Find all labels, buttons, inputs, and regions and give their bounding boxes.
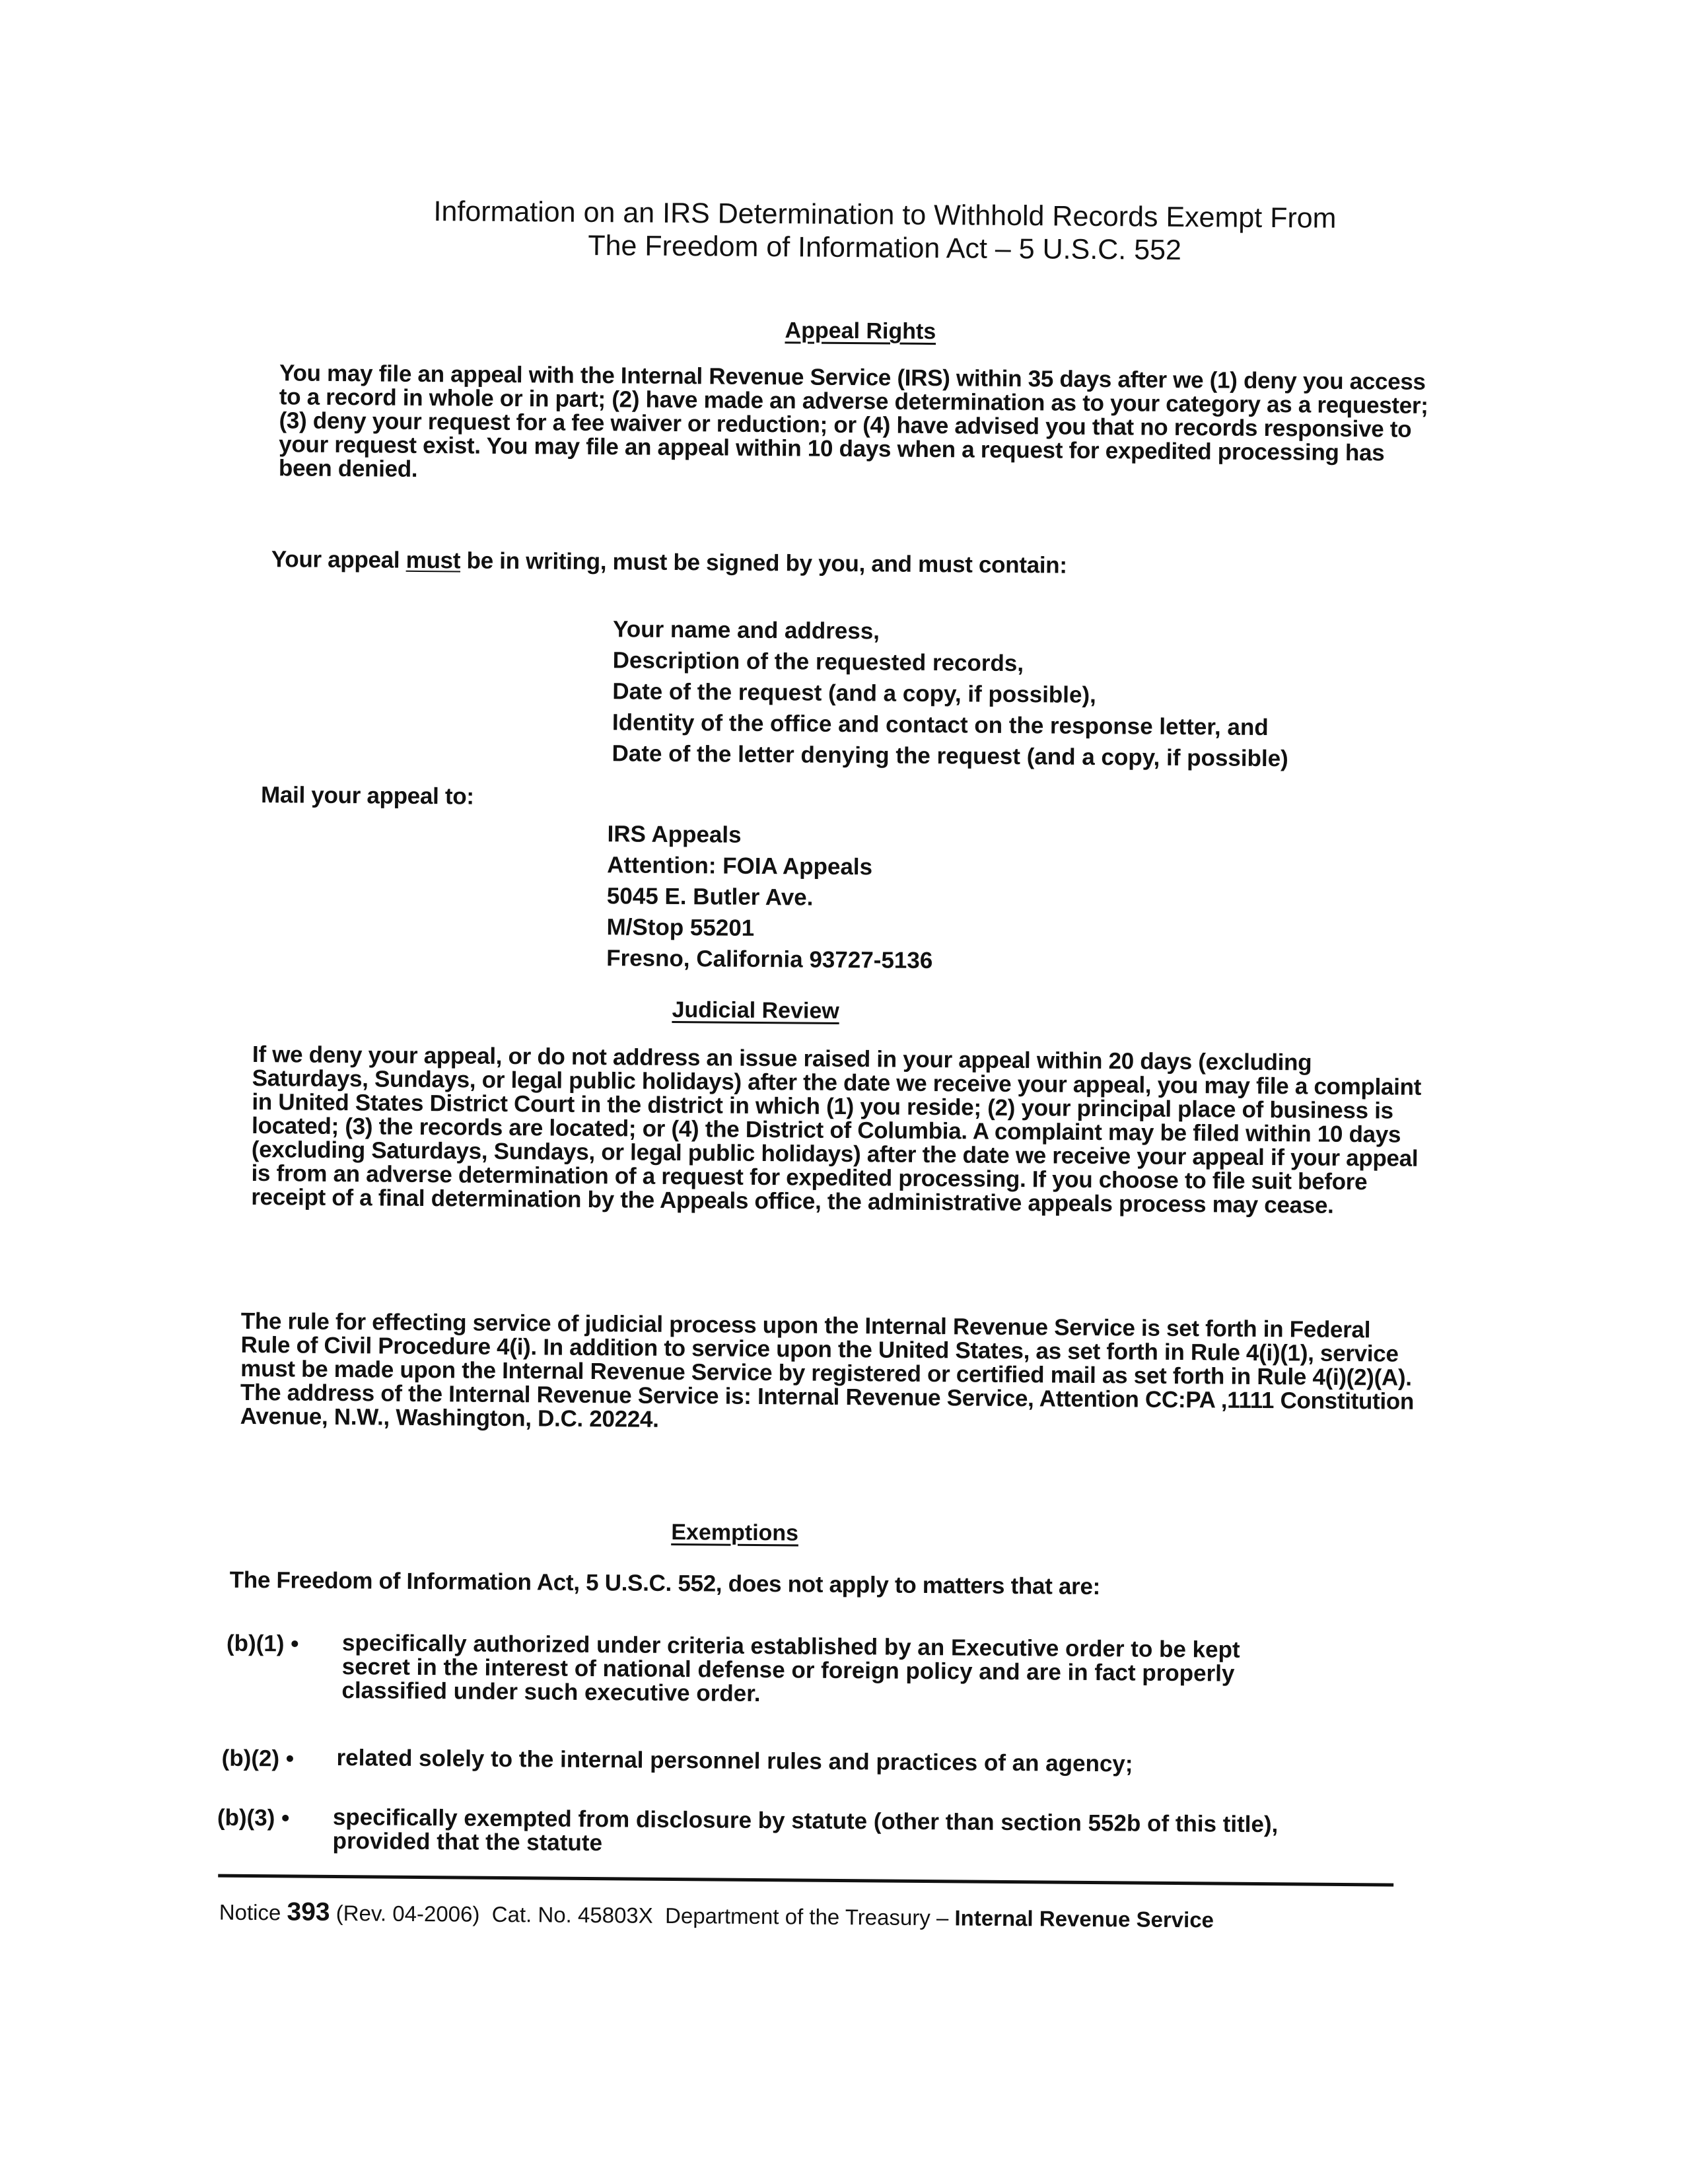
appeal-requirements-intro: Your appeal must be in writing, must be signed by you, and must contain: — [271, 546, 1067, 579]
address-line: Attention: FOIA Appeals — [607, 852, 873, 880]
address-line: IRS Appeals — [607, 821, 742, 848]
title-line-1: Information on an IRS Determination to Withhold Records Exempt From — [433, 195, 1337, 234]
exemptions-heading: Exemptions — [671, 1519, 799, 1546]
document-title — [376, 194, 1393, 268]
title-line-2: The Freedom of Information Act – 5 U.S.C. 552 — [588, 229, 1182, 266]
judicial-review-paragraph-1: If we deny your appeal, or do not address an issue raised in your appeal within 20 days (excluding Saturdays, Sundays, or legal public holidays) after the date we receive your appeal, you may file a complaint in United States District Court in the district in which (1) you reside; (2) your principal place of business is located; (3) the records are located; or (4) the District of Columbia. A complaint may be filed within 10 days (excluding Saturdays, Sundays, or legal public holidays) after the date we receive your appeal if your appeal is from an adverse determination of a request for expedited processing. If you choose to file suit before receipt of a final determination by the Appeals office, the administrative appeals process may cease. — [251, 1041, 1422, 1218]
exemptions-intro: The Freedom of Information Act, 5 U.S.C. 552, does not apply to matters that are: — [229, 1567, 1101, 1600]
requirement-item: Date of the request (and a copy, if possible), — [612, 678, 1096, 709]
notice-revision: (Rev. 04-2006) — [335, 1901, 480, 1926]
appeal-rights-paragraph: You may file an appeal with the Internal Revenue Service (IRS) within 35 days after we (1) deny you access to a record in whole or in part; (2) have made an adverse determination as to your category as a requester; (3) deny your request for a fee waiver or reduction; or (4) have advised you that no records responsive to your request exist. You may file an appeal within 10 days when a request for expedited processing has been denied. — [278, 360, 1428, 482]
mail-appeal-label: Mail your appeal to: — [260, 782, 474, 810]
exemption-label-b2: (b)(2) • — [221, 1745, 295, 1772]
department-name: Department of the Treasury – — [664, 1903, 949, 1930]
requirement-item: Your name and address, — [612, 616, 880, 645]
exemption-text-b1: specifically authorized under criteria established by an Executive order to be kept secret in the interest of national defense or foreign policy and are in fact properly classified under such executive order. — [341, 1630, 1240, 1707]
address-line: 5045 E. Butler Ave. — [606, 883, 814, 911]
judicial-review-heading: Judicial Review — [672, 997, 839, 1024]
notice-number: 393 — [287, 1897, 330, 1926]
agency-name: Internal Revenue Service — [954, 1905, 1214, 1932]
notice-label: Notice — [219, 1899, 281, 1925]
requirement-item: Identity of the office and contact on the response letter, and — [612, 709, 1269, 741]
address-line: Fresno, California 93727-5136 — [606, 945, 933, 974]
judicial-review-paragraph-2: The rule for effecting service of judicial process upon the Internal Revenue Service is set forth in Federal Rule of Civil Procedure 4(i). In addition to service upon the United States, as set forth in Rule 4(i)(1), service must be made upon the Internal Revenue Service by registered or certified mail as set forth in Rule 4(i)(2)(A). The address of the Internal Revenue Service is: Internal Revenue Service, Attention CC:PA ,1111 Constitution Avenue, N.W., Washington, D.C. 20224. — [240, 1308, 1415, 1432]
address-line: M/Stop 55201 — [606, 914, 755, 941]
requirement-item: Description of the requested records, — [612, 647, 1024, 677]
exemption-label-b3: (b)(3) • — [217, 1804, 290, 1831]
exemption-text-b2: related solely to the internal personnel rules and practices of an agency; — [336, 1745, 1133, 1777]
exemption-label-b1: (b)(1) • — [226, 1630, 299, 1657]
requirement-item: Date of the letter denying the request (and a copy, if possible) — [612, 740, 1288, 772]
footer-notice — [219, 1897, 1408, 1936]
catalog-number: Cat. No. 45803X — [491, 1901, 653, 1928]
footer-divider — [218, 1874, 1393, 1887]
mail-address-block — [606, 818, 1202, 978]
appeal-rights-heading: Appeal Rights — [785, 318, 936, 345]
appeal-requirements-list — [612, 614, 1405, 775]
exemption-text-b3: specifically exempted from disclosure by statute (other than section 552b of this title), provided that the statute — [332, 1804, 1279, 1856]
